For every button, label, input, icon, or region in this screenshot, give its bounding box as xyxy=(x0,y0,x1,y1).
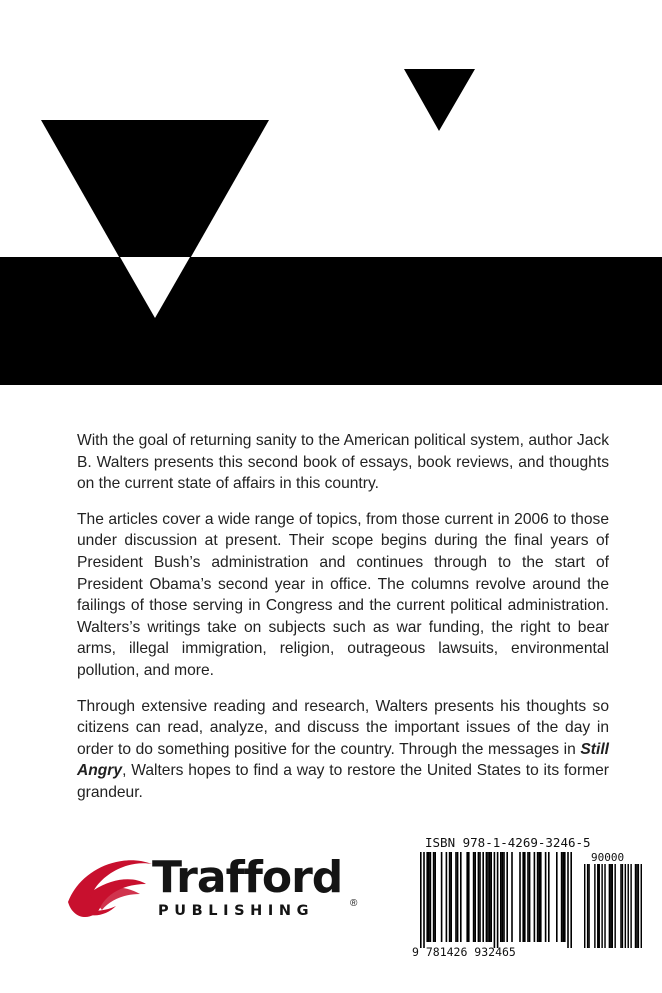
addon-bar xyxy=(635,864,636,948)
addon-bar xyxy=(594,864,595,948)
blurb-paragraph-2: The articles cover a wide range of topics, from those current in 2006 to those under discussion at present. Their scope begins during the final years of President Bush’s administration and continues through to the start of President Obama’s second year in office. The columns revolve around the failings of those serving in Congress and the current political administration. Walters’s writings take on subjects such as war funding, the right to bear arms, illegal immigration, religion, outrageous lawsuits, environmental pollution, and more. xyxy=(77,510,609,679)
barcode-bar xyxy=(449,852,451,942)
barcode-bar xyxy=(478,852,480,942)
barcode-bar xyxy=(548,852,550,942)
barcode-bar xyxy=(524,852,526,942)
barcode-bar xyxy=(529,852,531,942)
blurb-paragraph-1: With the goal of returning sanity to the American political system, author Jack B. Walters presents this second book of essays, book reviews, and thoughts on the current state of affairs in this country. xyxy=(77,432,609,493)
barcode-bar xyxy=(503,852,505,942)
barcode-bar xyxy=(561,852,563,942)
barcode-bar xyxy=(562,852,564,942)
barcode-bar xyxy=(537,852,539,942)
barcode-bar xyxy=(450,852,452,942)
addon-bar xyxy=(636,864,637,948)
barcode-bar xyxy=(502,852,504,942)
ean-digits: 9 781426 932465 xyxy=(412,945,516,959)
addon-bar xyxy=(620,864,621,948)
book-title-italic: Still Angry xyxy=(77,740,609,780)
isbn-label: ISBN 978-1-4269-3246-5 xyxy=(425,835,591,850)
barcode-bar xyxy=(434,852,436,942)
back-cover-blurb xyxy=(77,430,609,818)
barcode-bar xyxy=(522,852,524,942)
addon-bar xyxy=(630,864,631,948)
barcode-bar xyxy=(457,852,459,942)
addon-bar xyxy=(612,864,613,948)
black-band xyxy=(0,257,662,385)
barcode-bar xyxy=(473,852,475,942)
barcode-bar xyxy=(460,852,462,942)
barcode-bar xyxy=(474,852,476,942)
barcode-background xyxy=(410,850,642,960)
addon-bar xyxy=(601,864,602,948)
isbn-barcode xyxy=(410,850,642,960)
barcode-bar xyxy=(430,852,432,942)
barcode-bar xyxy=(441,852,443,942)
barcode-bar xyxy=(519,852,521,942)
blurb-paragraph-3-start: Through extensive reading and research, Walters presents his thoughts so citizens can read, analyze, and discuss the important issues of the day in order to do something positive for the country. Through the messages in xyxy=(77,697,609,758)
barcode-bar xyxy=(420,852,422,948)
addon-bar xyxy=(628,864,629,948)
publisher-name: Trafford xyxy=(152,852,343,903)
barcode-bar xyxy=(489,852,491,942)
barcode-bar xyxy=(455,852,457,942)
barcode-bar xyxy=(538,852,540,942)
barcode-bar xyxy=(511,852,513,942)
barcode-bar xyxy=(466,852,468,942)
barcode-bar xyxy=(564,852,566,942)
barcode-bar xyxy=(494,852,496,948)
small-inverted-triangle xyxy=(404,69,475,131)
barcode-bar xyxy=(468,852,470,942)
publisher-subtitle: PUBLISHING xyxy=(158,903,315,919)
addon-bar xyxy=(609,864,610,948)
addon-bar xyxy=(610,864,611,948)
blurb-paragraph-3 xyxy=(77,696,609,804)
addon-bar xyxy=(625,864,626,948)
barcode-bar xyxy=(482,852,484,942)
addon-bar xyxy=(584,864,585,948)
barcode-bar xyxy=(446,852,448,942)
addon-bar xyxy=(597,864,598,948)
addon-bar xyxy=(638,864,639,948)
barcode-bar xyxy=(428,852,430,942)
addon-bar xyxy=(599,864,600,948)
barcode-bar xyxy=(487,852,489,942)
addon-bar xyxy=(622,864,623,948)
addon-bar xyxy=(604,864,605,948)
cover-graphic xyxy=(0,0,662,390)
addon-bar xyxy=(587,864,588,948)
barcode-bar xyxy=(500,852,502,942)
barcode-bar xyxy=(545,852,547,942)
barcode-bar xyxy=(540,852,542,942)
addon-bar xyxy=(641,864,642,948)
barcode-bar xyxy=(423,852,425,948)
barcode-bar xyxy=(433,852,435,942)
barcode-bar xyxy=(479,852,481,942)
blurb-paragraph-3-end: , Walters hopes to find a way to restore the United States to its former grandeur. xyxy=(77,762,609,801)
barcode-bar xyxy=(567,852,569,948)
barcode-bar xyxy=(570,852,572,948)
addon-bar xyxy=(588,864,589,948)
barcode-bar xyxy=(506,852,508,942)
addon-bar xyxy=(614,864,615,948)
barcode-bar xyxy=(490,852,492,942)
barcode-bar xyxy=(556,852,558,942)
barcode-bar xyxy=(497,852,499,948)
barcode-bar xyxy=(527,852,529,942)
barcode-bar xyxy=(486,852,488,942)
barcode-bar xyxy=(534,852,536,942)
addon-digits: 90000 xyxy=(591,851,625,864)
barcode-bar xyxy=(426,852,428,942)
registered-mark: ® xyxy=(350,898,358,909)
